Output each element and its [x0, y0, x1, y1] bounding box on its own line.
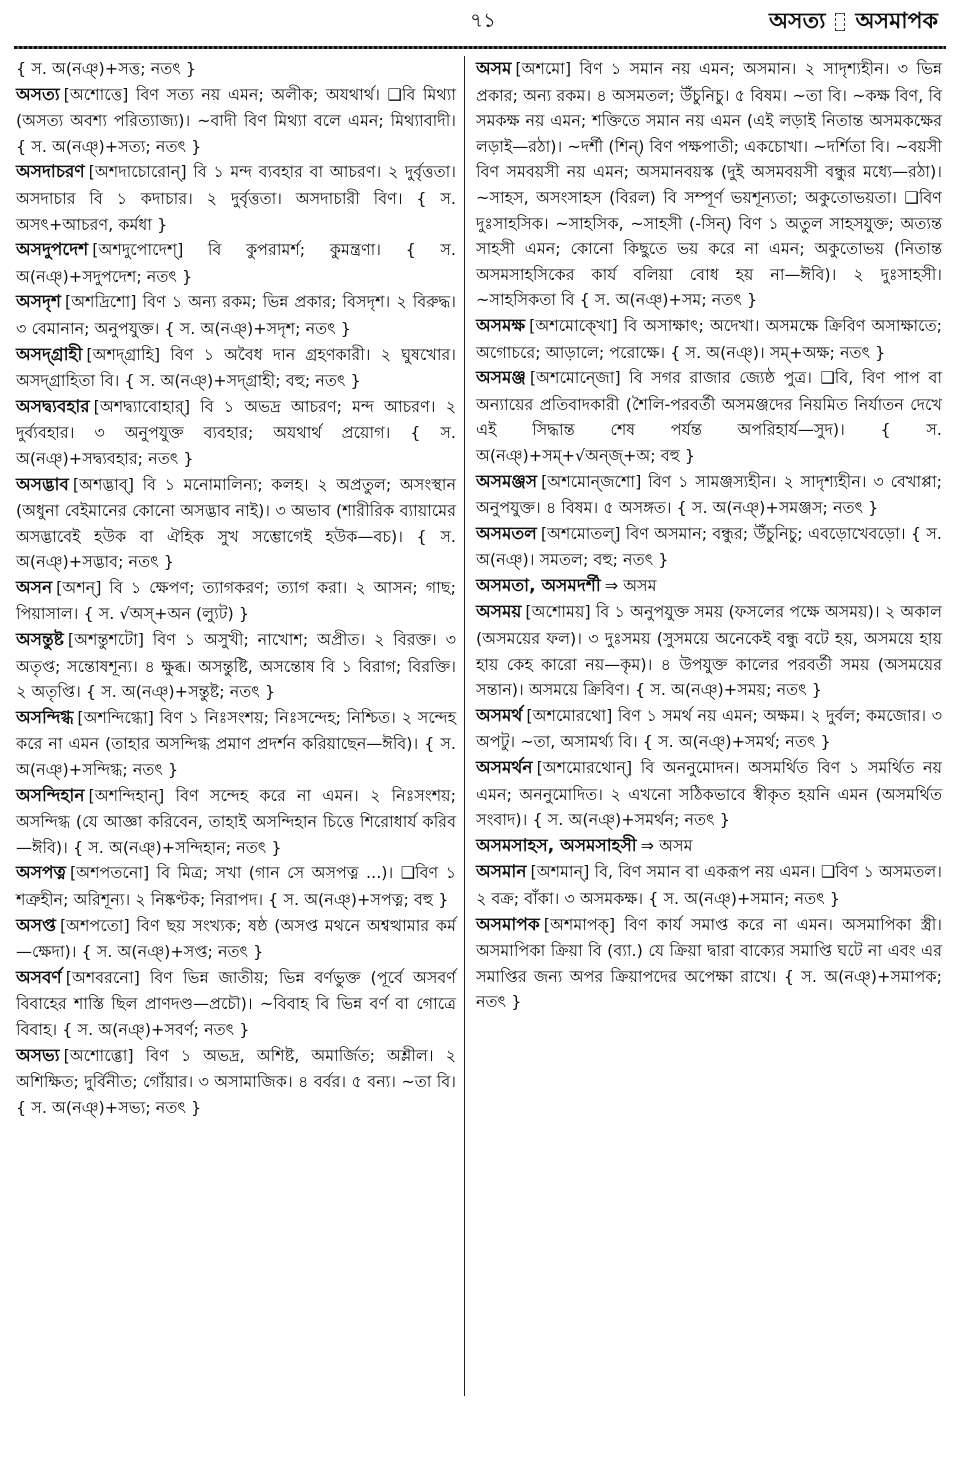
headword: অসদুপদেশ [16, 240, 89, 261]
definition: [অশদ্গ্রাহি] বিণ ১ অবৈধ দান গ্রহণকারী। ২ ঘুষখোর। অসদ্গ্রাহিতা বি। { স. অ(নঞ্)+সদ্গ্রাহী; বহু; নতৎ } [16, 344, 456, 391]
headword: অসমঞ্জ [476, 368, 526, 389]
headword: অসমাপক [476, 914, 540, 935]
headword: অসন্দিহান [16, 785, 85, 806]
definition: [অশমো] বিণ ১ সমান নয় এমন; অসমান। ২ সাদৃশ্যহীন। ৩ ভিন্ন প্রকার; অন্য রকম। ৪ অসমতল; উঁচুনিচু। ৫ বিষম। ~তা বি। ~কক্ষ বিণ, বি সমকক্ষ নয় এমন; শক্তিতে সমান নয় এমন (এই লড়াই নিতান্ত অসমকক্ষের লড়াই—রঠা)। ~দর্শী (শিন্) বিণ পক্ষপাতী; একচোখা। ~দর্শিতা বি। ~বয়সী বিণ সমবয়সী নয় এমন; অসমানবয়স্ক (দুই অসমবয়সী বন্ধুর মধ্যে—রঠা)। ~সাহস, অসংসাহস (বিরল) বি সম্পূর্ণ ভয়শূন্যতা; অকুতোভয়তা। ❑বিণ দুঃসাহসিক। ~সাহসিক, ~সাহসী (-সিন্) বিণ ১ অতুল সাহসযুক্ত; অত্যন্ত সাহসী এমন; কোনো কিছুতে ভয় করে না এমন; অকুতোভয় (নিতান্ত অসমসাহসিকের কার্য বলিয়া বোধ হয় না—ঈবি)। ২ দুঃসাহসী। ~সাহসিকতা বি { স. অ(নঞ্)+সম; নতৎ } [476, 59, 942, 310]
header-rule [14, 46, 946, 49]
dictionary-entry [16, 705, 456, 783]
headword: অসন্তুষ্ট [16, 630, 64, 651]
definition: [অশোব্ভো] বিণ ১ অভদ্র, অশিষ্ট, অমার্জিত; অশ্লীল। ২ অশিক্ষিত; দুর্বিনীত; গোঁয়ার। ৩ অসামাজিক। ৪ বর্বর। ৫ বন্য। ~তা বি। { স. অ(নঞ্)+সভ্য; নতৎ } [16, 1045, 456, 1117]
dictionary-entry [16, 575, 456, 627]
definition: [অশমোক্খো] বি অসাক্ষাৎ; অদেখা। অসমক্ষে ক্রিবিণ অসাক্ষাতে; অগোচরে; আড়ালে; পরোক্ষে। { স. অ(নঞ্)। সম্+অক্ষ; নতৎ } [476, 315, 942, 362]
definition: [অশমোন্জশো] বিণ ১ সামঞ্জস্যহীন। ২ সাদৃশ্যহীন। ৩ বেখাপ্পা; অনুপযুক্ত। ৪ বিষম। ৫ অসঙ্গত। { স. অ(নঞ্)+সমঞ্জস; নতৎ } [476, 471, 942, 518]
definition: [অশমাপক্] বিণ কার্য সমাপ্ত করে না এমন। অসমাপিকা স্ত্রী। অসমাপিকা ক্রিয়া বি (ব্যা.) যে ক্রিয়া দ্বারা বাক্যের সমাপ্তি ঘটে না এবং এর সমাপ্তির জন্য অপর ক্রিয়াপদের অপেক্ষা রাখে। { স. অ(নঞ্)+সমাপক; নতৎ } [476, 914, 942, 1012]
definition: [অশন্দিগ্ধো] বিণ ১ নিঃসংশয়; নিঃসন্দেহ; নিশ্চিত। ২ সন্দেহ করে না এমন (তাহার অসন্দিগ্ধ প্রমাণ প্রদর্শন করিয়াছেন—ঈবি)। { স. অ(নঞ্)+সন্দিগ্ধ; নতৎ } [16, 707, 456, 780]
dictionary-entry [476, 521, 942, 573]
headword: অসমর্থ [476, 705, 523, 726]
definition: [অশবরনো] বিণ ভিন্ন জাতীয়; ভিন্ন বর্ণভুক্ত (পূর্বে অসবর্ণ বিবাহের শাস্তি ছিল প্রাণদণ্ড—প্রচৌ)। ~বিবাহ বি ভিন্ন বর্ণ বা গোত্রে বিবাহ। { স. অ(নঞ্)+সবর্ণ; নতৎ } [16, 967, 456, 1039]
headword: অসমতা, অসমদর্শী [476, 575, 601, 596]
definition: [অশদ্রিশো] বিণ ১ অন্য রকম; ভিন্ন প্রকার; বিসদৃশ। ২ বিরুদ্ধ। ৩ বেমানান; অনুপযুক্ত। { স. অ(নঞ্)+সদৃশ; নতৎ } [16, 292, 456, 338]
headword: অসন [16, 577, 53, 598]
definition: [অশমোরথো] বিণ ১ সমর্থ নয় এমন; অক্ষম। ২ দুর্বল; কমজোর। ৩ অপটু। ~তা, অসামর্থ্য বি। { স. অ(নঞ্)+সমর্থ; নতৎ } [476, 705, 942, 752]
dictionary-entry [476, 755, 942, 833]
dictionary-entry [16, 289, 456, 341]
dictionary-entry [476, 912, 942, 1015]
dictionary-entry [16, 394, 456, 472]
headword: অসপ্ত [16, 915, 56, 936]
definition: [অশমোতল্] বিণ অসমান; বন্ধুর; উঁচুনিচু; এবড়োখেবড়ো। { স. অ(নঞ্)। সমতল; বহু; নতৎ } [476, 523, 942, 570]
dictionary-entry [476, 573, 942, 600]
dictionary-entry [476, 599, 942, 702]
dictionary-entry [16, 860, 456, 912]
headword: অসপত্ন [16, 863, 66, 884]
dictionary-entry [16, 965, 456, 1043]
headword: অসদাচরণ [16, 162, 85, 183]
dictionary-entry [476, 833, 942, 860]
headword: অসমর্থন [476, 758, 533, 779]
definition: [অশন্] বি ১ ক্ষেপণ; ত্যাগকরণ; ত্যাগ করা। ২ আসন; গাছ; পিয়াসাল। { স. √অস্+অন (ল্যুট) } [16, 577, 456, 624]
dictionary-entry [16, 237, 456, 289]
column-divider [464, 56, 465, 1396]
definition: [অশোময়] বি ১ অনুপযুক্ত সময় (ফসলের পক্ষে অসময়)। ২ অকাল (অসময়ের ফল)। ৩ দুঃসময় (সুসময়ে অনেকেই বন্ধু বটে হয়, অসময়ে হায় হায় কেহ কারো নয়—কৃম)। ৪ উপযুক্ত কালের পরবর্তী সময় (অসময়ের সন্তান)। অসময়ে ক্রিবিণ। { স. অ(নঞ্)+সময়; নতৎ } [476, 602, 942, 700]
dictionary-entry [476, 859, 942, 911]
headword: অসময় [476, 602, 522, 623]
dictionary-entry [16, 159, 456, 237]
last-guide-word: অসমাপক [855, 9, 938, 34]
dictionary-entry [16, 1043, 456, 1121]
first-guide-word: অসত্য [769, 9, 826, 34]
definition: { স. অ(নঞ্)+সত্ত; নতৎ } [16, 59, 197, 78]
dictionary-entry [16, 627, 456, 705]
definition: [অশোত্তে] বিণ সত্য নয় এমন; অলীক; অযথার্থ। ❑বি মিথ্যা (অসত্য অবশ্য পরিত্যাজ্য)। ~বাদী বিণ মিথ্যা বলে এমন; মিথ্যাবাদী। { স. অ(নঞ্)+সত্য; নতৎ } [16, 84, 456, 156]
headword: অসত্য [16, 84, 60, 105]
headword: অসমসাহস, অসমসাহসী [476, 835, 637, 856]
separator-box-icon [835, 13, 845, 31]
dictionary-entry [476, 365, 942, 468]
definition: [অশদাচোরোন্] বি ১ মন্দ ব্যবহার বা আচরণ। ২ দুর্বৃত্ততা। অসদাচার বি ১ কদাচার। ২ দুর্বৃত্ততা। অসদাচারী বিণ। { স. অসৎ+আচরণ, কর্মধা } [16, 162, 456, 234]
headword: অসভ্য [16, 1045, 60, 1066]
definition: ⇒ অসম [604, 575, 657, 595]
definition: [অশদুপোদেশ্] বি কুপরামর্শ; কুমন্ত্রণা। { স. অ(নঞ্)+সদুপদেশ; নতৎ } [16, 240, 456, 286]
headword: অসদ্ব্যবহার [16, 396, 90, 417]
headword: অসন্দিগ্ধ [16, 707, 74, 728]
definition: [অশন্দিহান্] বিণ সন্দেহ করে না এমন। ২ নিঃসংশয়; অসন্দিগ্ধ (যে আজ্ঞা করিবেন, তাহাই অসন্দিহান চিত্তে শিরোধার্য করিব—ঈবি)। { স. অ(নঞ্)+সন্দিহান; নতৎ } [16, 785, 456, 857]
headword: অসদৃশ [16, 292, 61, 313]
definition: [অশন্তুশটো] বিণ ১ অসুখী; নাখোশ; অপ্রীত। ২ বিরক্ত। ৩ অতৃপ্ত; সন্তোষশূন্য। ৪ ক্ষুব্ধ। অসন্তুষ্টি, অসন্তোষ বি ১ বিরাগ; বিরক্তি। ২ অতৃপ্তি। { স. অ(নঞ্)+সন্তুষ্ট; নতৎ } [16, 630, 456, 702]
headword: অসদ্গ্রাহী [16, 344, 83, 365]
definition: [অশদ্ভাব্] বি ১ মনোমালিন্য; কলহ। ২ অপ্রতুল; অসংস্থান (অধুনা বেইমানের কোনো অসদ্ভাব নাই)। ৩ অভাব (শারীরিক ব্যায়ামের অসদ্ভাবেই হউক বা ঐহিক সুখ সম্ভোগেই হউক—বচ)। { স. অ(নঞ্)+সদ্ভাব; নতৎ } [16, 474, 456, 572]
definition: [অশদ্ব্যাবোহার্] বি ১ অভদ্র আচরণ; মন্দ আচরণ। ২ দুর্ব্যবহার। ৩ অনুপযুক্ত ব্যবহার; অযথার্থ প্রয়োগ। { স. অ(নঞ্)+সদ্ব্যবহার; নতৎ } [16, 396, 456, 468]
headword: অসমান [476, 862, 527, 883]
headword: অসদ্ভাব [16, 474, 69, 495]
dictionary-entry [16, 82, 456, 160]
page-number: ৭১ [470, 8, 496, 32]
definition: ⇒ অসম [640, 835, 693, 855]
dictionary-entry [16, 472, 456, 575]
dictionary-entry [476, 469, 942, 521]
dictionary-entry [16, 783, 456, 861]
definition: [অশমোরথোন্] বি অননুমোদন। অসমর্থিত বিণ ১ সমর্থিত নয় এমন; অননুমোদিত। ২ এখনো সঠিকভাবে স্বীকৃত হয়নি এমন (অসমর্থিত সংবাদ)। { স. অ(নঞ্)+সমর্থন; নতৎ } [476, 758, 942, 830]
dictionary-entry [16, 342, 456, 394]
running-header [769, 4, 938, 41]
headword: অসম [476, 59, 512, 79]
definition: [অশমোন্জো] বি সগর রাজার জ্যেষ্ঠ পুত্র। ❑বি, বিণ পাপ বা অন্যায়ের প্রতিবাদকারী (শৈলি-পরবর্তী অসমঞ্জদের নিয়মিত নির্যাতন দেখে এই সিদ্ধান্ত শেষ পর্যন্ত অপরিহার্য—সুদ)। { স. অ(নঞ্)+সম্+√অন্জ্+অ; বহু } [476, 368, 942, 465]
right-column [476, 56, 942, 1015]
dictionary-entry [476, 56, 942, 313]
definition: [অশপতো] বিণ ছয় সংখ্যক; ষষ্ঠ (অসপ্ত মথনে অশ্বত্থামার কর্ম—ক্ষেদা)। { স. অ(নঞ্)+সপ্ত; নতৎ } [16, 915, 456, 962]
definition: [অশপতনো] বি মিত্র; সখা (গান সে অসপত্ন ...)। ❑বিণ ১ শত্রুহীন; অরিশূন্য। ২ নিষ্কণ্টক; নিরাপদ। { স. অ(নঞ্)+সপত্ন; বহু } [16, 863, 456, 909]
dictionary-entry [16, 913, 456, 965]
headword: অসবর্ণ [16, 967, 62, 988]
headword: অসমঞ্জস [476, 471, 538, 492]
dictionary-entry [476, 703, 942, 755]
dictionary-entry [16, 56, 456, 82]
left-column [16, 56, 456, 1120]
definition: [অশমান্] বি, বিণ সমান বা একরূপ নয় এমন। ❑বিণ ১ অসমতল। ২ বক্র; বাঁকা। ৩ অসমকক্ষ। { স. অ(নঞ্)+সমান; নতৎ } [476, 862, 942, 908]
headword: অসমতল [476, 523, 537, 544]
headword: অসমক্ষ [476, 315, 526, 336]
dictionary-entry [476, 313, 942, 365]
